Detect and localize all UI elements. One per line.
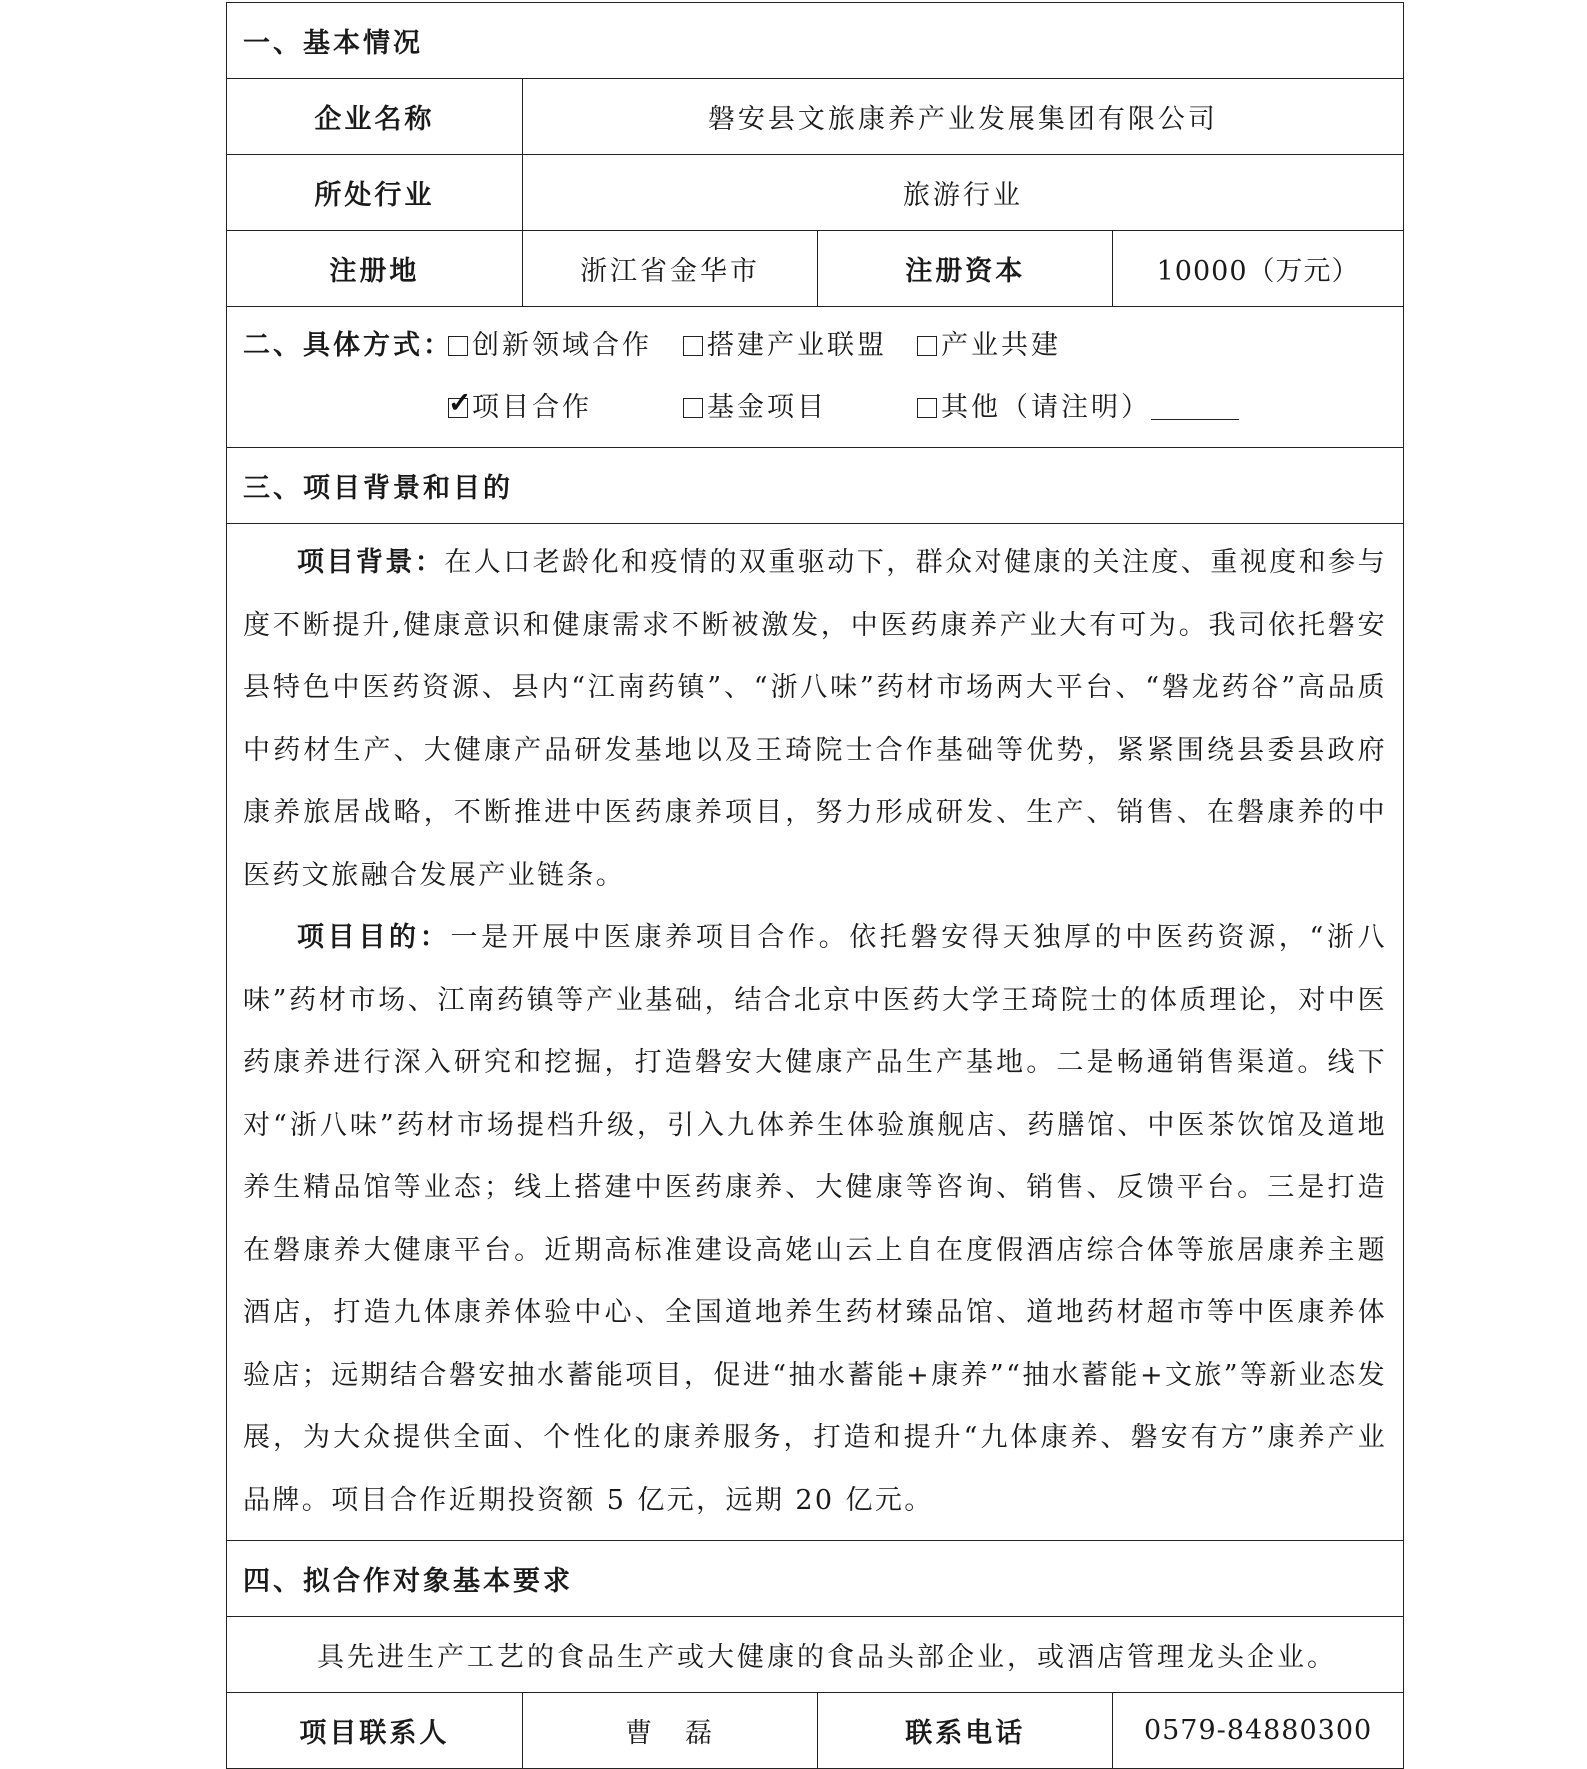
industry-label: 所处行业 (227, 155, 523, 231)
reg-place-value: 浙江省金华市 (522, 231, 818, 307)
industry-value: 旅游行业 (522, 155, 1403, 231)
checkbox-co-build[interactable] (917, 336, 937, 356)
contact-row (227, 1693, 1404, 1769)
background-content-cell (227, 524, 1404, 1541)
reg-capital-label: 注册资本 (818, 231, 1113, 307)
industry-row (227, 155, 1404, 231)
option-fund[interactable] (683, 377, 827, 439)
option-project-label: 项目合作 (472, 392, 592, 423)
option-other[interactable] (917, 377, 1239, 439)
company-label: 企业名称 (227, 79, 523, 155)
contact-person-value: 曹 磊 (522, 1693, 818, 1769)
contact-phone-value: 0579-84880300 (1113, 1693, 1404, 1769)
option-innovation[interactable] (448, 315, 652, 377)
contact-phone-label: 联系电话 (818, 1693, 1113, 1769)
goal-paragraph (243, 907, 1387, 1532)
methods-line-2 (243, 377, 1387, 439)
option-co-build-label: 产业共建 (941, 330, 1061, 361)
option-project[interactable] (448, 377, 592, 439)
section-background-title: 三、项目背景和目的 (227, 448, 1404, 524)
requirements-text: 具先进生产工艺的食品生产或大健康的食品头部企业，或酒店管理龙头企业。 (227, 1617, 1404, 1693)
project-form-table (226, 2, 1404, 1769)
section-basic-title: 一、基本情况 (227, 3, 1404, 79)
contact-person-label: 项目联系人 (227, 1693, 523, 1769)
company-row (227, 79, 1404, 155)
goal-heading: 项目目的： (297, 922, 451, 953)
reg-capital-value: 10000（万元） (1113, 231, 1404, 307)
company-value: 磐安县文旅康养产业发展集团有限公司 (522, 79, 1403, 155)
section-background-row (227, 448, 1404, 524)
checkbox-other[interactable] (917, 398, 937, 418)
option-alliance-label: 搭建产业联盟 (707, 330, 887, 361)
checkbox-project-checked[interactable] (448, 398, 468, 418)
option-co-build[interactable] (917, 315, 1061, 377)
background-paragraph (243, 532, 1387, 907)
option-fund-label: 基金项目 (707, 392, 827, 423)
option-other-label: 其他（请注明） (941, 392, 1151, 423)
background-heading: 项目背景： (297, 547, 445, 578)
checkbox-fund[interactable] (683, 398, 703, 418)
methods-row (227, 307, 1404, 448)
section-requirements-row (227, 1541, 1404, 1617)
checkbox-innovation[interactable] (448, 336, 468, 356)
reg-place-label: 注册地 (227, 231, 523, 307)
section-requirements-title: 四、拟合作对象基本要求 (227, 1541, 1404, 1617)
goal-text: 一是开展中医康养项目合作。依托磐安得天独厚的中医药资源，“浙八味”药材市场、江南药镇等产业基础，结合北京中医药大学王琦院士的体质理论，对中医药康养进行深入研究和挖掘，打造磐安大健康产品生产基地。二是畅通销售渠道。线下对“浙八味”药材市场提档升级，引入九体养生体验旗舰店、药膳馆、中医茶饮馆及道地养生精品馆等业态；线上搭建中医药康养、大健康等咨询、销售、反馈平台。三是打造在磐康养大健康平台。近期高标准建设高姥山云上自在度假酒店综合体等旅居康养主题酒店，打造九体康养体验中心、全国道地养生药材臻品馆、道地药材超市等中医康养体验店；远期结合磐安抽水蓄能项目，促进“抽水蓄能+康养”“抽水蓄能+文旅”等新业态发展，为大众提供全面、个性化的康养服务，打造和提升“九体康养、磐安有方”康养产业品牌。项目合作近期投资额 5 亿元，远期 20 亿元。 (243, 922, 1388, 1516)
checkbox-alliance[interactable] (683, 336, 703, 356)
option-alliance[interactable] (683, 315, 887, 377)
requirements-content-row (227, 1617, 1404, 1693)
background-text: 在人口老龄化和疫情的双重驱动下，群众对健康的关注度、重视度和参与度不断提升,健康意识和健康需求不断被激发，中医药康养产业大有可为。我司依托磐安县特色中医药资源、县内“江南药镇”、“浙八味”药材市场两大平台、“磐龙药谷”高品质中药材生产、大健康产品研发基地以及王琦院士合作基础等优势，紧紧围绕县委县政府康养旅居战略，不断推进中医药康养项目，努力形成研发、生产、销售、在磐康养的中医药文旅融合发展产业链条。 (243, 547, 1387, 891)
registration-row (227, 231, 1404, 307)
methods-cell (227, 307, 1404, 448)
section-basic-row (227, 3, 1404, 79)
methods-line-1 (243, 315, 1387, 377)
section-method-title: 二、具体方式： (243, 330, 453, 361)
background-content-row (227, 524, 1404, 1541)
other-blank-line[interactable] (1151, 389, 1239, 420)
option-innovation-label: 创新领域合作 (472, 330, 652, 361)
